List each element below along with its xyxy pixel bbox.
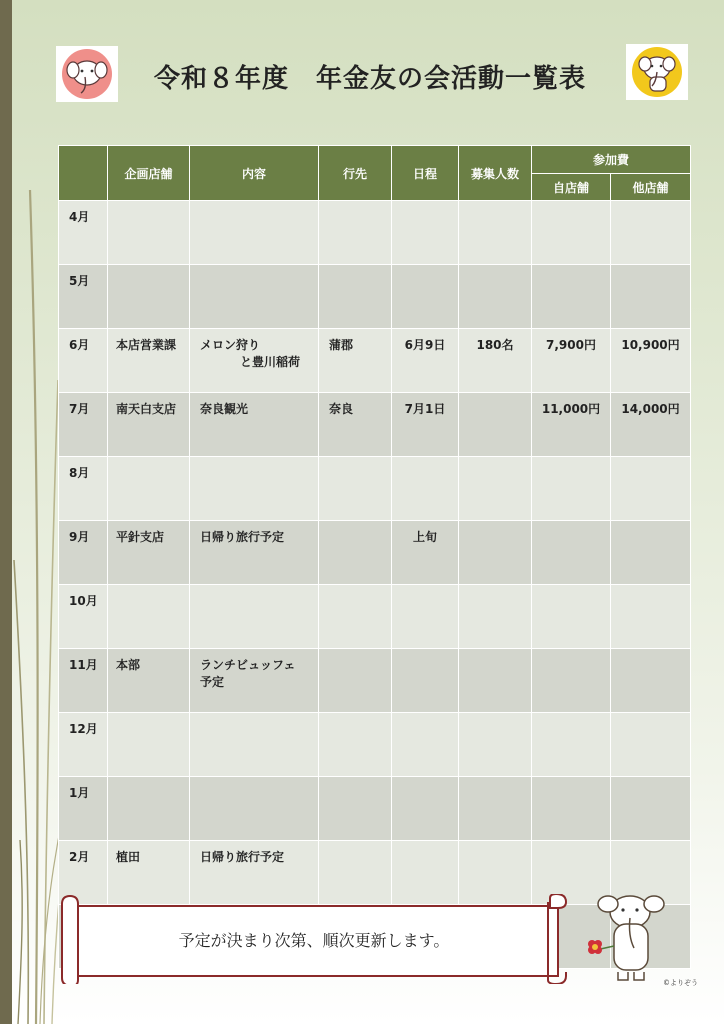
header-capacity: 募集人数	[459, 146, 532, 201]
table-row	[59, 393, 691, 457]
cell-fee-other	[611, 265, 691, 329]
header-fee: 参加費	[532, 146, 691, 174]
elephant-mascot-with-flower-icon	[578, 888, 678, 988]
cell-month: 1月	[59, 777, 108, 841]
cell-content-line1: 日帰り旅行予定	[200, 850, 285, 864]
cell-content-line1: メロン狩り	[200, 338, 261, 352]
cell-schedule	[392, 457, 459, 521]
cell-destination	[319, 457, 392, 521]
page-title: 令和８年度 年金友の会活動一覧表	[153, 64, 586, 94]
cell-content	[190, 201, 319, 265]
cell-fee-own: 7,900円	[532, 329, 611, 393]
cell-destination	[319, 649, 392, 713]
cell-capacity: 180名	[459, 329, 532, 393]
table-row	[59, 585, 691, 649]
cell-content-line1: 日帰り旅行予定	[200, 530, 285, 544]
cell-content-line2: と豊川稲荷	[240, 355, 301, 369]
cell-fee-own	[532, 585, 611, 649]
header-store: 企画店舗	[108, 146, 190, 201]
cell-content	[190, 713, 319, 777]
cell-store: 平針支店	[108, 521, 190, 585]
cell-fee-own	[532, 777, 611, 841]
cell-fee-own	[532, 457, 611, 521]
cell-schedule	[392, 201, 459, 265]
cell-content	[190, 521, 319, 585]
cell-schedule	[392, 777, 459, 841]
cell-month: 12月	[59, 713, 108, 777]
table-row	[59, 649, 691, 713]
table-row	[59, 265, 691, 329]
cell-month: 9月	[59, 521, 108, 585]
cell-schedule	[392, 265, 459, 329]
cell-content-line1: ランチビュッフェ	[200, 658, 296, 672]
cell-content-line1: 奈良観光	[200, 402, 249, 416]
cell-schedule	[392, 713, 459, 777]
cell-month: 2月	[59, 841, 108, 905]
cell-store: 本店営業課	[108, 329, 190, 393]
cell-store: 南天白支店	[108, 393, 190, 457]
cell-destination	[319, 521, 392, 585]
header-fee-other: 他店舗	[611, 174, 691, 201]
cell-content	[190, 649, 319, 713]
cell-destination	[319, 585, 392, 649]
cell-content	[190, 585, 319, 649]
update-notice: 予定が決まり次第、順次更新します。	[178, 931, 450, 950]
cell-destination: 奈良	[319, 393, 392, 457]
table-header-row	[59, 146, 691, 174]
cell-capacity	[459, 265, 532, 329]
cell-fee-other: 14,000円	[611, 393, 691, 457]
cell-fee-other	[611, 585, 691, 649]
cell-schedule	[392, 649, 459, 713]
cell-month: 5月	[59, 265, 108, 329]
header-schedule: 日程	[392, 146, 459, 201]
cell-store	[108, 457, 190, 521]
cell-fee-own	[532, 265, 611, 329]
cell-month: 4月	[59, 201, 108, 265]
cell-store	[108, 585, 190, 649]
cell-fee-other: 10,900円	[611, 329, 691, 393]
cell-capacity	[459, 457, 532, 521]
left-accent-bar	[0, 0, 12, 1024]
cell-schedule: 上旬	[392, 521, 459, 585]
table-row	[59, 201, 691, 265]
cell-fee-own	[532, 713, 611, 777]
table-row	[59, 521, 691, 585]
table-body	[59, 201, 691, 969]
cell-fee-own	[532, 201, 611, 265]
cell-store: 本部	[108, 649, 190, 713]
cell-fee-other	[611, 457, 691, 521]
activity-schedule-table	[58, 145, 691, 969]
cell-content	[190, 265, 319, 329]
cell-fee-own: 11,000円	[532, 393, 611, 457]
cell-month: 11月	[59, 649, 108, 713]
copyright-text: ©よりぞう	[663, 979, 698, 987]
cell-destination: 蒲郡	[319, 329, 392, 393]
cell-schedule: 7月1日	[392, 393, 459, 457]
cell-month: 6月	[59, 329, 108, 393]
cell-content	[190, 777, 319, 841]
cell-content-line2: 予定	[200, 675, 225, 689]
header-month	[59, 146, 108, 201]
header-destination: 行先	[319, 146, 392, 201]
cell-capacity	[459, 585, 532, 649]
cell-month: 8月	[59, 457, 108, 521]
cell-fee-own	[532, 649, 611, 713]
cell-fee-other	[611, 201, 691, 265]
cell-store	[108, 201, 190, 265]
cell-capacity	[459, 521, 532, 585]
elephant-mascot-yellow-icon	[626, 44, 688, 100]
cell-fee-other	[611, 777, 691, 841]
header-content: 内容	[190, 146, 319, 201]
cell-capacity	[459, 777, 532, 841]
cell-month: 10月	[59, 585, 108, 649]
cell-content	[190, 329, 319, 393]
cell-schedule: 6月9日	[392, 329, 459, 393]
cell-month: 7月	[59, 393, 108, 457]
cell-fee-other	[611, 649, 691, 713]
cell-destination	[319, 201, 392, 265]
table-row	[59, 457, 691, 521]
table-row	[59, 329, 691, 393]
cell-destination	[319, 713, 392, 777]
cell-store	[108, 713, 190, 777]
cell-store	[108, 265, 190, 329]
cell-destination	[319, 777, 392, 841]
cell-content	[190, 457, 319, 521]
cell-store	[108, 777, 190, 841]
cell-fee-own	[532, 521, 611, 585]
elephant-mascot-pink-icon	[56, 46, 118, 102]
cell-fee-other	[611, 521, 691, 585]
cell-capacity	[459, 713, 532, 777]
cell-schedule	[392, 585, 459, 649]
table-row	[59, 777, 691, 841]
cell-destination	[319, 265, 392, 329]
cell-capacity	[459, 201, 532, 265]
cell-store: 植田	[108, 841, 190, 905]
table-row	[59, 713, 691, 777]
cell-fee-other	[611, 713, 691, 777]
cell-content	[190, 393, 319, 457]
header-fee-own: 自店舗	[532, 174, 611, 201]
cell-capacity	[459, 649, 532, 713]
cell-capacity	[459, 393, 532, 457]
